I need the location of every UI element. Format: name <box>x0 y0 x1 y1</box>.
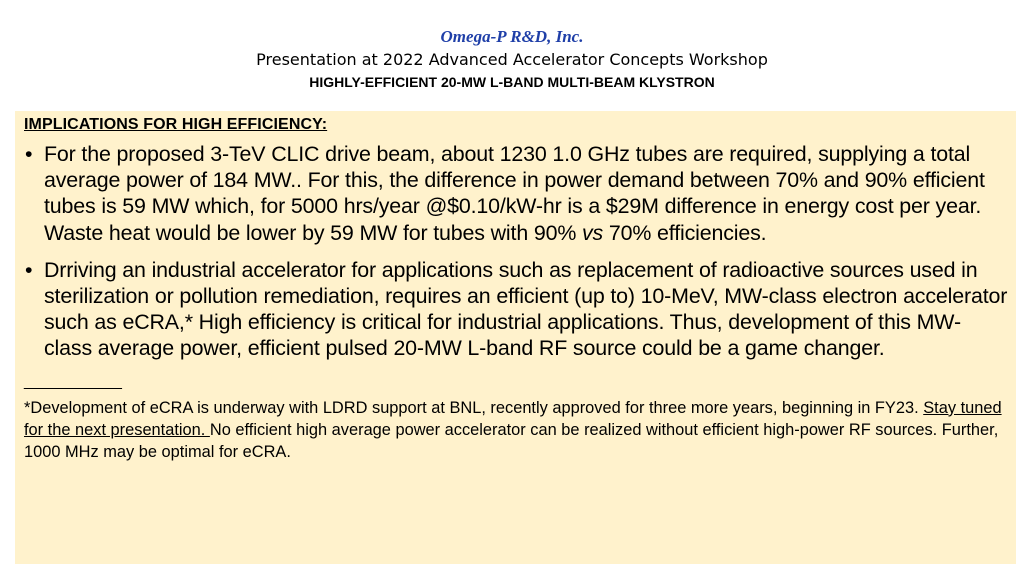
slide-header <box>0 26 1024 92</box>
slide-title: HIGHLY-EFFICIENT 20-MW L-BAND MULTI-BEAM KLYSTRON <box>309 74 715 90</box>
bullet-icon: • <box>25 257 33 282</box>
bullet-text: Drriving an industrial accelerator for applications such as replacement of radioactive sources used in sterilization or pollution remediation, requires an efficient (up to) 10-MeV, MW-class electron accelerator such as eCRA,* High efficiency is critical for industrial applications. Thus, development of this MW-class average power, efficient pulsed 20-MW L-band RF source could be a game changer. <box>44 257 1008 361</box>
bullet-item-industrial <box>24 257 1008 362</box>
footnote-text-b: No efficient high average power accelerator can be realized without efficient high-power RF sources. Further, 1000 MHz may be optimal for eCRA. <box>24 420 999 461</box>
bullet-text-a: For the proposed 3-TeV CLIC drive beam, about 1230 1.0 GHz tubes are required, supplying a total average power of 184 MW.. For this, the difference in power demand between 70% and 90% efficient tubes is 59 MW which, for 5000 hrs/year @$0.10/kW-hr is a $29M difference in energy cost per year. Waste heat would be lower by 59 MW for tubes with 90% <box>44 142 985 245</box>
bullet-text-b: 70% efficiencies. <box>603 220 767 245</box>
bullet-icon: • <box>25 142 33 166</box>
presentation-subtitle: Presentation at 2022 Advanced Accelerator Concepts Workshop <box>256 50 768 69</box>
company-name: Omega-P R&D, Inc. <box>440 27 584 46</box>
bullet-text-italic: vs <box>582 220 604 245</box>
footnote-link[interactable]: Stay tuned for the next presentation. <box>24 398 1002 439</box>
section-heading: IMPLICATIONS FOR HIGH EFFICIENCY: <box>24 116 328 133</box>
content-panel <box>15 111 1016 564</box>
footnote-divider: ___________ <box>24 372 122 390</box>
bullet-item-clic <box>24 141 1008 246</box>
bullet-list <box>24 141 1008 362</box>
footnote <box>24 397 1008 463</box>
footnote-text-a: *Development of eCRA is underway with LDRD support at BNL, recently approved for three more years, beginning in FY23. <box>24 398 924 417</box>
